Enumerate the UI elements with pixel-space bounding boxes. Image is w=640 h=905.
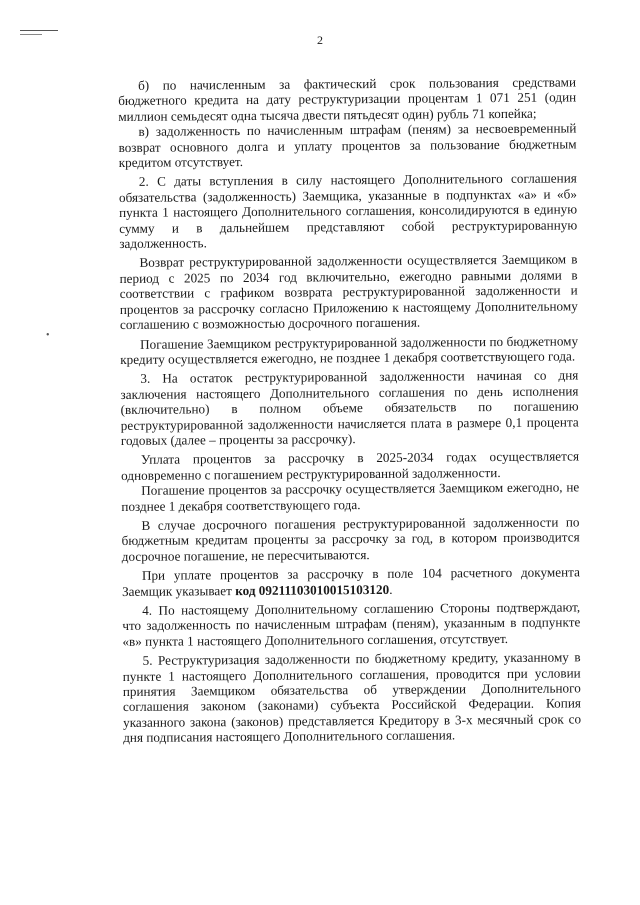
paragraph-4: 4. По настоящему Дополнительному соглашению Стороны подтверждают, что задолженность по начисленным штрафам (пеням), указанным в подпункте «в» пункта 1 настоящего Дополнительного соглашения, отсутствует. [122,599,581,649]
budget-code: код 09211103010015103120 [235,581,390,598]
scan-mark-line [20,30,58,31]
paragraph-3: 3. На остаток реструктурированной задолженности начиная со дня заключения настоящего Дополнительного соглашения по день исполнения (включительно) в полном объеме обязательств по погашению реструктурированной задолженности начисляется плата в размере 0,1 процента годовых (далее – проценты за рассрочку). [120,367,579,448]
paragraph-2: 2. С даты вступления в силу настоящего Дополнительного соглашения обязательства (задолженность) Заемщика, указанные в подпунктах «а» и «б» пункта 1 настоящего Дополнительного соглашения, консолидируются в единую сумму и в дальнейшем представляют собой реструктурированную задолженность. [118,170,578,252]
page-number: 2 [317,33,323,47]
code-text-start: При уплате процентов за рассрочку в поле 104 расчетного документа Заемщик указывает [121,564,580,599]
paragraph-2-return: Возврат реструктурированной задолженности осуществляется Заемщиком в период с 2025 по 2034 год включительно, ежегодно равными долями в соответствии с графиком возврата реструктурированной задолженности и процентов за рассрочку согласно Приложению к настоящему Дополнительному соглашению с возможностью досрочного погашения. [119,251,578,333]
code-text-end: . [389,581,393,597]
paragraph-2-repayment: Погашение Заемщиком реструктурированной задолженности по бюджетному кредиту осуществляется ежегодно, не позднее 1 декабря соответствующего года. [120,332,579,367]
paragraph-1c: в) задолженность по начисленным штрафам (пеням) за несвоевременный возврат основного долга и уплату процентов за пользование бюджетным кредитом отсутствует. [118,120,577,171]
document-body [118,74,581,745]
scan-dot-mark: • [46,330,50,341]
paragraph-3-early: В случае досрочного погашения реструктурированной задолженности по бюджетным кредитам проценты за рассрочку за год, в котором производится досрочное погашение, не пересчитываются. [121,514,580,564]
paragraph-1b: б) по начисленным за фактический срок пользования средствами бюджетного кредита на дату реструктуризации процентам 1 071 251 (один миллион семьдесят одна тысяча двести пятьдесят один) рубль 71 копейка; [118,74,577,124]
paragraph-3-payment: Уплата процентов за рассрочку в 2025-2034 годах осуществляется одновременно с погашением реструктурированной задолженности. [121,448,580,483]
paragraph-3-code [122,565,580,599]
paragraph-3-interest: Погашение процентов за рассрочку осуществляется Заемщиком ежегодно, не позднее 1 декабря соответствующего года. [121,479,580,514]
paragraph-5: 5. Реструктуризация задолженности по бюджетному кредиту, указанному в пункте 1 настоящего Дополнительного соглашения, проводится при условии принятия Заемщиком обязательства об утверждении Дополнительного соглашения законом (законами) субъекта Российской Федерации. Копия указанного закона (законов) представляется Кредитору в 3-х месячный срок со дня подписания настоящего Дополнительного соглашения. [122,649,582,746]
